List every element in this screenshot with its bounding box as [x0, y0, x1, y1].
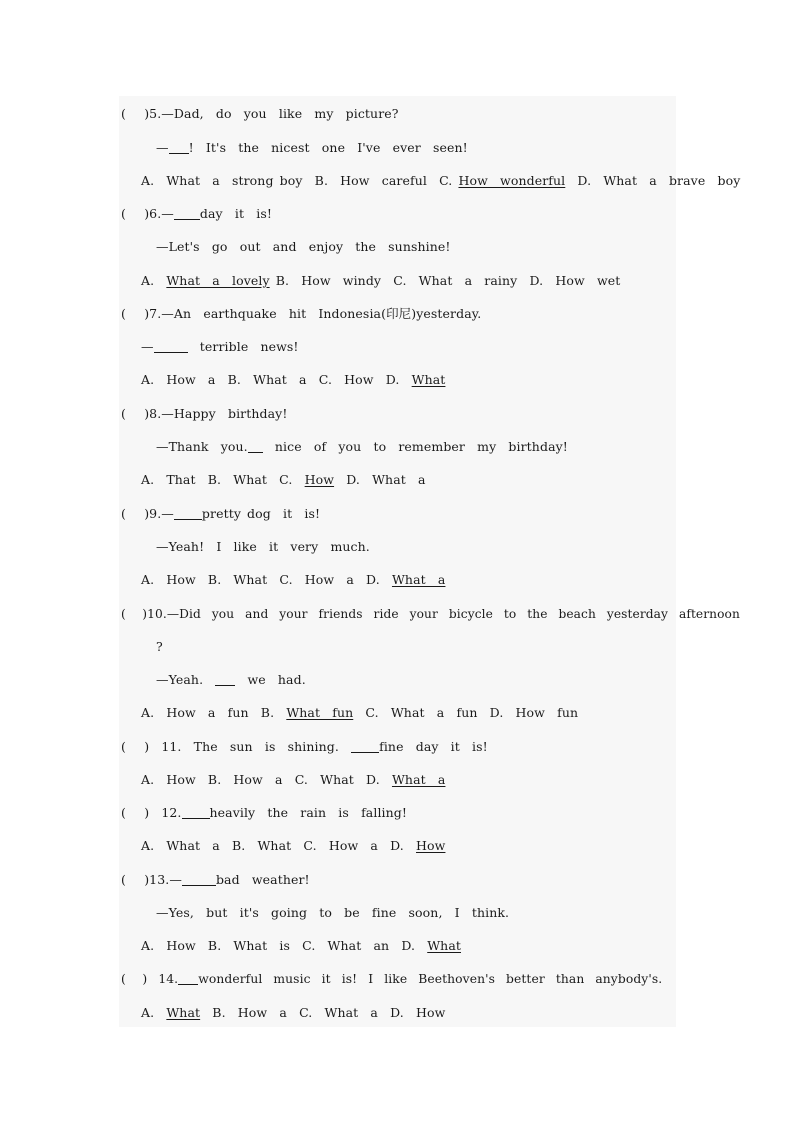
- correct-answer: What: [411, 372, 446, 387]
- options-6: A. What a lovely B. How windy C. What a rainy D. How wet: [141, 273, 621, 288]
- options-7: A. How a B. What a C. How D. What: [141, 372, 446, 387]
- question-9: ( )9.— pretty dog it is!: [121, 506, 321, 521]
- answer-blank: [182, 806, 210, 819]
- question-6: ( )6.— day it is!: [121, 206, 272, 221]
- response-7: — terrible news!: [141, 339, 299, 354]
- options-9: A. How B. What C. How a D. What a: [141, 572, 446, 587]
- options-10: A. How a fun B. What fun C. What a fun D. How fun: [141, 705, 579, 720]
- answer-blank: [174, 507, 202, 520]
- question-14: ( ) 14. wonderful music it is! I like Beethoven's better than anybody's.: [121, 972, 663, 986]
- question-5: ( )5.—Dad, do you like my picture?: [121, 106, 399, 121]
- answer-blank: [248, 440, 263, 453]
- answer-blank: [174, 207, 200, 220]
- options-12: A. What a B. What C. How a D. How: [141, 838, 446, 853]
- response-8: —Thank you. nice of you to remember my birthday!: [156, 439, 568, 454]
- correct-answer: How wonderful: [458, 173, 566, 188]
- options-13: A. How B. What is C. What an D. What: [141, 938, 461, 953]
- response-9: —Yeah! I like it very much.: [156, 539, 370, 554]
- answer-blank: [182, 873, 216, 886]
- question-10-continued: ?: [156, 639, 163, 654]
- options-11: A. How B. How a C. What D. What a: [141, 772, 446, 787]
- correct-answer: What a lovely: [166, 273, 270, 288]
- correct-answer: What: [166, 1005, 201, 1020]
- response-10: —Yeah. we had.: [156, 672, 306, 687]
- correct-answer: What a: [391, 772, 446, 787]
- answer-blank: [351, 740, 379, 753]
- answer-blank: [178, 972, 198, 985]
- correct-answer: How: [416, 838, 446, 853]
- answer-blank: [215, 673, 235, 686]
- response-5: — ! It's the nicest one I've ever seen!: [156, 140, 468, 155]
- question-8: ( )8.—Happy birthday!: [121, 406, 288, 421]
- response-13: —Yes, but it's going to be fine soon, I think.: [156, 905, 510, 920]
- options-5: A. What a strong boy B. How careful C. How wonderful D. What a brave boy: [141, 173, 741, 188]
- correct-answer: What a: [391, 572, 446, 587]
- question-11: ( ) 11. The sun is shining. fine day it is!: [121, 739, 488, 754]
- question-12: ( ) 12. heavily the rain is falling!: [121, 805, 408, 820]
- exercise-content: [119, 96, 741, 1027]
- question-7: ( )7.—An earthquake hit Indonesia(印尼)yesterday.: [121, 306, 482, 321]
- answer-blank: [169, 141, 189, 154]
- answer-blank: [154, 340, 188, 353]
- question-10: ( )10.—Did you and your friends ride your bicycle to the beach yesterday afternoon: [121, 607, 740, 621]
- options-14: A. What B. How a C. What a D. How: [141, 1005, 446, 1020]
- options-8: A. That B. What C. How D. What a: [141, 472, 426, 487]
- correct-answer: What: [427, 938, 461, 953]
- correct-answer: What fun: [286, 705, 354, 720]
- response-6: —Let's go out and enjoy the sunshine!: [156, 239, 451, 254]
- question-13: ( )13.— bad weather!: [121, 872, 310, 887]
- correct-answer: How: [304, 472, 335, 487]
